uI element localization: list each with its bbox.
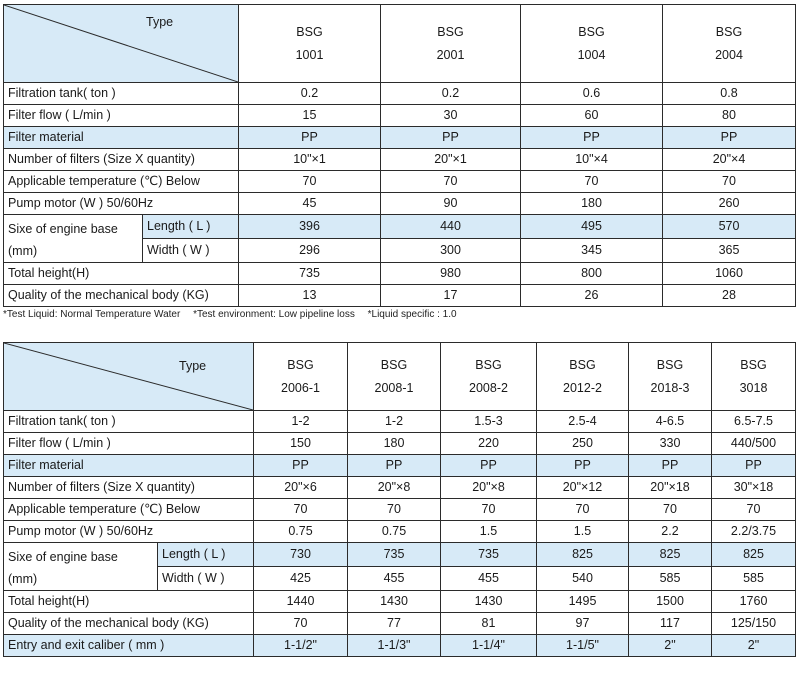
cell: 70 <box>254 499 348 521</box>
cell: PP <box>521 127 663 149</box>
base-label: Sixe of engine base (mm) <box>4 215 143 263</box>
cell: 1-1/2" <box>254 635 348 657</box>
cell: 70 <box>254 613 348 635</box>
cell: 77 <box>348 613 441 635</box>
cell: 20"×8 <box>348 477 441 499</box>
cell: 125/150 <box>712 613 796 635</box>
cell: 70 <box>348 499 441 521</box>
row-label: Applicable temperature (℃) Below <box>4 499 254 521</box>
cell: 495 <box>521 215 663 239</box>
cell: 70 <box>663 171 796 193</box>
footnote-liquid: *Test Liquid: Normal Temperature Water <box>3 309 181 320</box>
cell: PP <box>712 455 796 477</box>
cell: 570 <box>663 215 796 239</box>
cell: 0.8 <box>663 83 796 105</box>
cell: 980 <box>381 263 521 285</box>
cell: 735 <box>441 543 537 567</box>
cell: 30"×18 <box>712 477 796 499</box>
cell: 70 <box>712 499 796 521</box>
cell: 2" <box>629 635 712 657</box>
type-label: Type <box>146 15 174 29</box>
cell: 70 <box>441 499 537 521</box>
cell: 1.5-3 <box>441 411 537 433</box>
cell: 28 <box>663 285 796 307</box>
header-row <box>4 5 796 83</box>
row-label: Filtration tank( ton ) <box>4 83 239 105</box>
row-label: Filter material <box>4 127 239 149</box>
cell: 1430 <box>441 591 537 613</box>
cell: PP <box>381 127 521 149</box>
model-header: BSG 2018-3 <box>629 343 712 411</box>
cell: 1-1/4" <box>441 635 537 657</box>
row-tank <box>4 83 796 105</box>
base-label: Sixe of engine base (mm) <box>4 543 158 591</box>
cell: 825 <box>629 543 712 567</box>
cell: 0.2 <box>381 83 521 105</box>
cell: 345 <box>521 239 663 263</box>
cell: 1430 <box>348 591 441 613</box>
cell: 10"×4 <box>521 149 663 171</box>
cell: 30 <box>381 105 521 127</box>
cell: PP <box>663 127 796 149</box>
cell: 70 <box>537 499 629 521</box>
cell: 0.6 <box>521 83 663 105</box>
cell: 330 <box>629 433 712 455</box>
row-pump <box>4 521 796 543</box>
footnote-specific: *Liquid specific : 1.0 <box>367 309 457 320</box>
cell: 13 <box>239 285 381 307</box>
model-header: BSG 2008-1 <box>348 343 441 411</box>
cell: 220 <box>441 433 537 455</box>
diagonal-divider <box>4 343 253 410</box>
row-label: Pump motor (W ) 50/60Hz <box>4 193 239 215</box>
row-label: Quality of the mechanical body (KG) <box>4 285 239 307</box>
cell: 0.75 <box>348 521 441 543</box>
cell: 26 <box>521 285 663 307</box>
cell: 15 <box>239 105 381 127</box>
row-flow <box>4 433 796 455</box>
cell: 396 <box>239 215 381 239</box>
cell: 0.75 <box>254 521 348 543</box>
cell: 260 <box>663 193 796 215</box>
cell: 4-6.5 <box>629 411 712 433</box>
row-label: Filtration tank( ton ) <box>4 411 254 433</box>
sub-label: Width ( W ) <box>158 567 254 591</box>
row-length <box>4 543 796 567</box>
cell: 1495 <box>537 591 629 613</box>
row-material <box>4 455 796 477</box>
cell: 180 <box>348 433 441 455</box>
cell: 1060 <box>663 263 796 285</box>
row-tank <box>4 411 796 433</box>
cell: PP <box>254 455 348 477</box>
cell: 825 <box>537 543 629 567</box>
cell: 296 <box>239 239 381 263</box>
row-label: Entry and exit caliber ( mm ) <box>4 635 254 657</box>
cell: 90 <box>381 193 521 215</box>
cell: 2.5-4 <box>537 411 629 433</box>
row-label: Applicable temperature (℃) Below <box>4 171 239 193</box>
row-label: Total height(H) <box>4 263 239 285</box>
type-header-cell <box>4 5 239 83</box>
cell: 2.2/3.75 <box>712 521 796 543</box>
model-header: BSG 3018 <box>712 343 796 411</box>
row-label: Filter flow ( L/min ) <box>4 433 254 455</box>
header-row <box>4 343 796 411</box>
cell: 2" <box>712 635 796 657</box>
row-label: Quality of the mechanical body (KG) <box>4 613 254 635</box>
cell: 440 <box>381 215 521 239</box>
cell: 365 <box>663 239 796 263</box>
cell: PP <box>348 455 441 477</box>
row-length <box>4 215 796 239</box>
cell: 20"×8 <box>441 477 537 499</box>
sub-label: Width ( W ) <box>143 239 239 263</box>
model-header: BSG 1001 <box>239 5 381 83</box>
cell: 1440 <box>254 591 348 613</box>
cell: 97 <box>537 613 629 635</box>
row-label: Total height(H) <box>4 591 254 613</box>
row-temp <box>4 499 796 521</box>
cell: 70 <box>629 499 712 521</box>
cell: 17 <box>381 285 521 307</box>
model-header: BSG 2006-1 <box>254 343 348 411</box>
sub-label: Length ( L ) <box>158 543 254 567</box>
diagonal-divider <box>4 5 238 82</box>
row-label: Number of filters (Size X quantity) <box>4 149 239 171</box>
cell: PP <box>629 455 712 477</box>
cell: 300 <box>381 239 521 263</box>
spec-table-1 <box>3 4 796 307</box>
cell: 585 <box>712 567 796 591</box>
model-header: BSG 1004 <box>521 5 663 83</box>
cell: 0.2 <box>239 83 381 105</box>
cell: 150 <box>254 433 348 455</box>
cell: 250 <box>537 433 629 455</box>
cell: 180 <box>521 193 663 215</box>
cell: 455 <box>348 567 441 591</box>
cell: 1-1/5" <box>537 635 629 657</box>
cell: 1500 <box>629 591 712 613</box>
row-material <box>4 127 796 149</box>
cell: 45 <box>239 193 381 215</box>
cell: 440/500 <box>712 433 796 455</box>
cell: 585 <box>629 567 712 591</box>
row-label: Number of filters (Size X quantity) <box>4 477 254 499</box>
model-header: BSG 2004 <box>663 5 796 83</box>
cell: 20"×6 <box>254 477 348 499</box>
row-label: Filter material <box>4 455 254 477</box>
cell: 825 <box>712 543 796 567</box>
model-header: BSG 2008-2 <box>441 343 537 411</box>
cell: 730 <box>254 543 348 567</box>
cell: 6.5-7.5 <box>712 411 796 433</box>
row-filters <box>4 149 796 171</box>
cell: 20"×12 <box>537 477 629 499</box>
cell: 1-2 <box>254 411 348 433</box>
cell: 81 <box>441 613 537 635</box>
cell: 70 <box>239 171 381 193</box>
cell: 10"×1 <box>239 149 381 171</box>
row-quality <box>4 613 796 635</box>
row-flow <box>4 105 796 127</box>
row-label: Filter flow ( L/min ) <box>4 105 239 127</box>
model-header: BSG 2012-2 <box>537 343 629 411</box>
footnote-environment: *Test environment: Low pipeline loss <box>193 309 355 320</box>
row-pump <box>4 193 796 215</box>
row-height <box>4 263 796 285</box>
type-header-cell <box>4 343 254 411</box>
cell: 60 <box>521 105 663 127</box>
cell: 1760 <box>712 591 796 613</box>
cell: 1.5 <box>537 521 629 543</box>
sub-label: Length ( L ) <box>143 215 239 239</box>
cell: 425 <box>254 567 348 591</box>
row-label: Pump motor (W ) 50/60Hz <box>4 521 254 543</box>
cell: 735 <box>348 543 441 567</box>
spec-table-2 <box>3 342 796 657</box>
row-quality <box>4 285 796 307</box>
cell: 1.5 <box>441 521 537 543</box>
row-temp <box>4 171 796 193</box>
cell: PP <box>239 127 381 149</box>
cell: PP <box>441 455 537 477</box>
cell: 540 <box>537 567 629 591</box>
cell: 800 <box>521 263 663 285</box>
type-label: Type <box>179 359 207 373</box>
cell: 455 <box>441 567 537 591</box>
cell: 1-1/3" <box>348 635 441 657</box>
cell: 70 <box>381 171 521 193</box>
cell: 20"×1 <box>381 149 521 171</box>
cell: 735 <box>239 263 381 285</box>
footnotes <box>3 309 467 320</box>
model-header: BSG 2001 <box>381 5 521 83</box>
cell: 20"×4 <box>663 149 796 171</box>
cell: 80 <box>663 105 796 127</box>
cell: 1-2 <box>348 411 441 433</box>
cell: PP <box>537 455 629 477</box>
row-filters <box>4 477 796 499</box>
cell: 70 <box>521 171 663 193</box>
row-height <box>4 591 796 613</box>
cell: 2.2 <box>629 521 712 543</box>
cell: 20"×18 <box>629 477 712 499</box>
cell: 117 <box>629 613 712 635</box>
row-caliber <box>4 635 796 657</box>
